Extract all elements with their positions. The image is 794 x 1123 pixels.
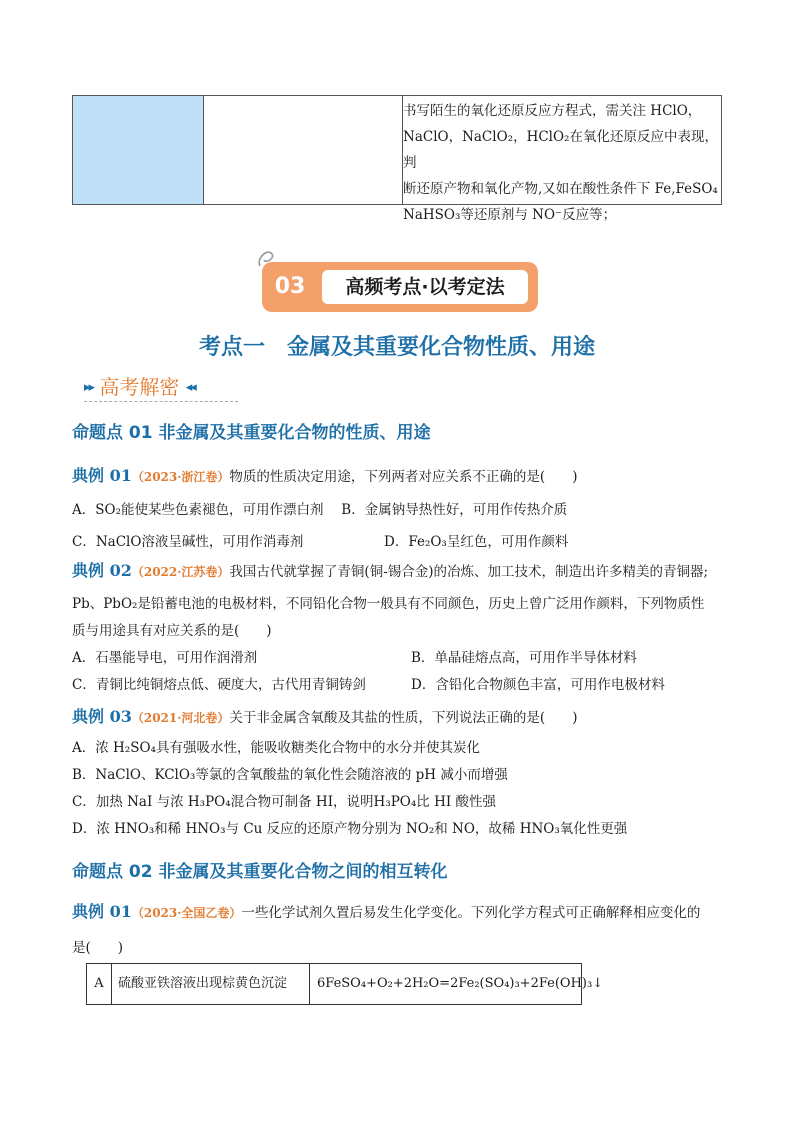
option-b: B．单晶硅熔点高，可用作半导体材料 [411,650,637,666]
option-b: B．NaClO、KClO₃等氯的含氧酸盐的氧化性会随溶液的 pH 减小而增强 [72,767,508,783]
example-stem [72,558,708,581]
table-cell-phenomenon: 硫酸亚铁溶液出现棕黄色沉淀 [112,964,310,1004]
example-label: 典例 01 [72,902,132,921]
example-question-cont: 质与用途具有对应关系的是( ) [72,623,272,639]
example-source: （2023·浙江卷） [131,470,230,484]
table-cell-equation: 6FeSO₄+O₂+2H₂O=2Fe₂(SO₄)₃+2Fe(OH)₃↓ [317,976,604,991]
double-arrow-right-icon: ▸▸ [84,380,94,395]
example-source: （2021·河北卷） [131,711,230,725]
dashed-divider [84,401,238,402]
option-d: D．含铅化合物颜色丰富，可用作电极材料 [411,677,665,693]
option-a: A．浓 H₂SO₄具有强吸水性，能吸收糖类化合物中的水分并使其炭化 [72,740,480,756]
table-row-label: A [87,964,112,1004]
table-cell-text [403,98,721,228]
example-label: 典例 03 [72,707,132,726]
banner-title: 高频考点·以考定法 [320,268,530,306]
table-text-line: NaClO，NaClO₂，HClO₂在氧化还原反应中表现，判 [403,129,718,171]
example-label: 典例 02 [72,561,132,580]
example-stem [72,899,700,922]
example-question: 关于非金属含氧酸及其盐的性质，下列说法正确的是( ) [229,710,578,726]
option-c: C．NaClO溶液呈碱性，可用作消毒剂 [72,534,304,550]
example-stem [72,463,577,486]
option-c: C．加热 NaI 与浓 H₃PO₄混合物可制备 HI，说明H₃PO₄比 HI 酸性强 [72,794,496,810]
double-arrow-left-icon: ◂◂ [185,380,195,395]
option-d: D．Fe₂O₃呈红色，可用作颜料 [384,534,569,550]
option-c: C．青铜比纯铜熔点低、硬度大，古代用青铜铸剑 [72,677,366,693]
option-a: A．石墨能导电，可用作润滑剂 [72,650,258,666]
example-question-cont: Pb、PbO₂是铅蓄电池的电极材料，不同铅化合物一般具有不同颜色，历史上曾广泛用作颜料，下列物质性 [72,596,705,612]
section-heading [84,371,195,400]
example-label: 典例 01 [72,466,132,485]
example-question-cont: 是( ) [72,940,124,956]
option-line: A．SO₂能使某些色素褪色，可用作漂白剂 B．金属钠导热性好，可用作传热介质 [72,502,568,518]
top-table [72,95,722,223]
section-banner [262,262,538,312]
table-text-line: 书写陌生的氧化还原反应方程式，需关注 HClO， [403,103,702,119]
answer-table [86,963,604,1005]
example-source: （2022·江苏卷） [131,565,230,579]
point-heading: 命题点 01 非金属及其重要化合物的性质、用途 [72,423,431,443]
banner-number: 03 [274,274,306,299]
example-question: 一些化学试剂久置后易发生化学变化。下列化学方程式可正确解释相应变化的 [241,905,701,921]
table-text-line: NaHSO₃等还原剂与 NO⁻反应等； [403,207,617,223]
table-cell-empty [204,96,403,204]
page-title: 考点一 金属及其重要化合物性质、用途 [198,335,595,360]
example-stem [72,704,577,727]
example-question: 物质的性质决定用途，下列两者对应关系不正确的是( ) [229,469,578,485]
example-source: （2023·全国乙卷） [131,906,242,920]
point-heading: 命题点 02 非金属及其重要化合物之间的相互转化 [72,862,448,882]
table-text-line: 断还原产物和氧化产物,又如在酸性条件下 Fe,FeSO₄ [403,181,718,197]
table-cell-blue [73,96,204,204]
example-question: 我国古代就掌握了青铜(铜-锡合金)的冶炼、加工技术，制造出许多精美的青铜器; [229,564,709,580]
section-heading-label: 高考解密 [99,375,180,399]
option-d: D．浓 HNO₃和稀 HNO₃与 Cu 反应的还原产物分别为 NO₂和 NO，故稀 HNO₃氧化性更强 [72,821,628,837]
